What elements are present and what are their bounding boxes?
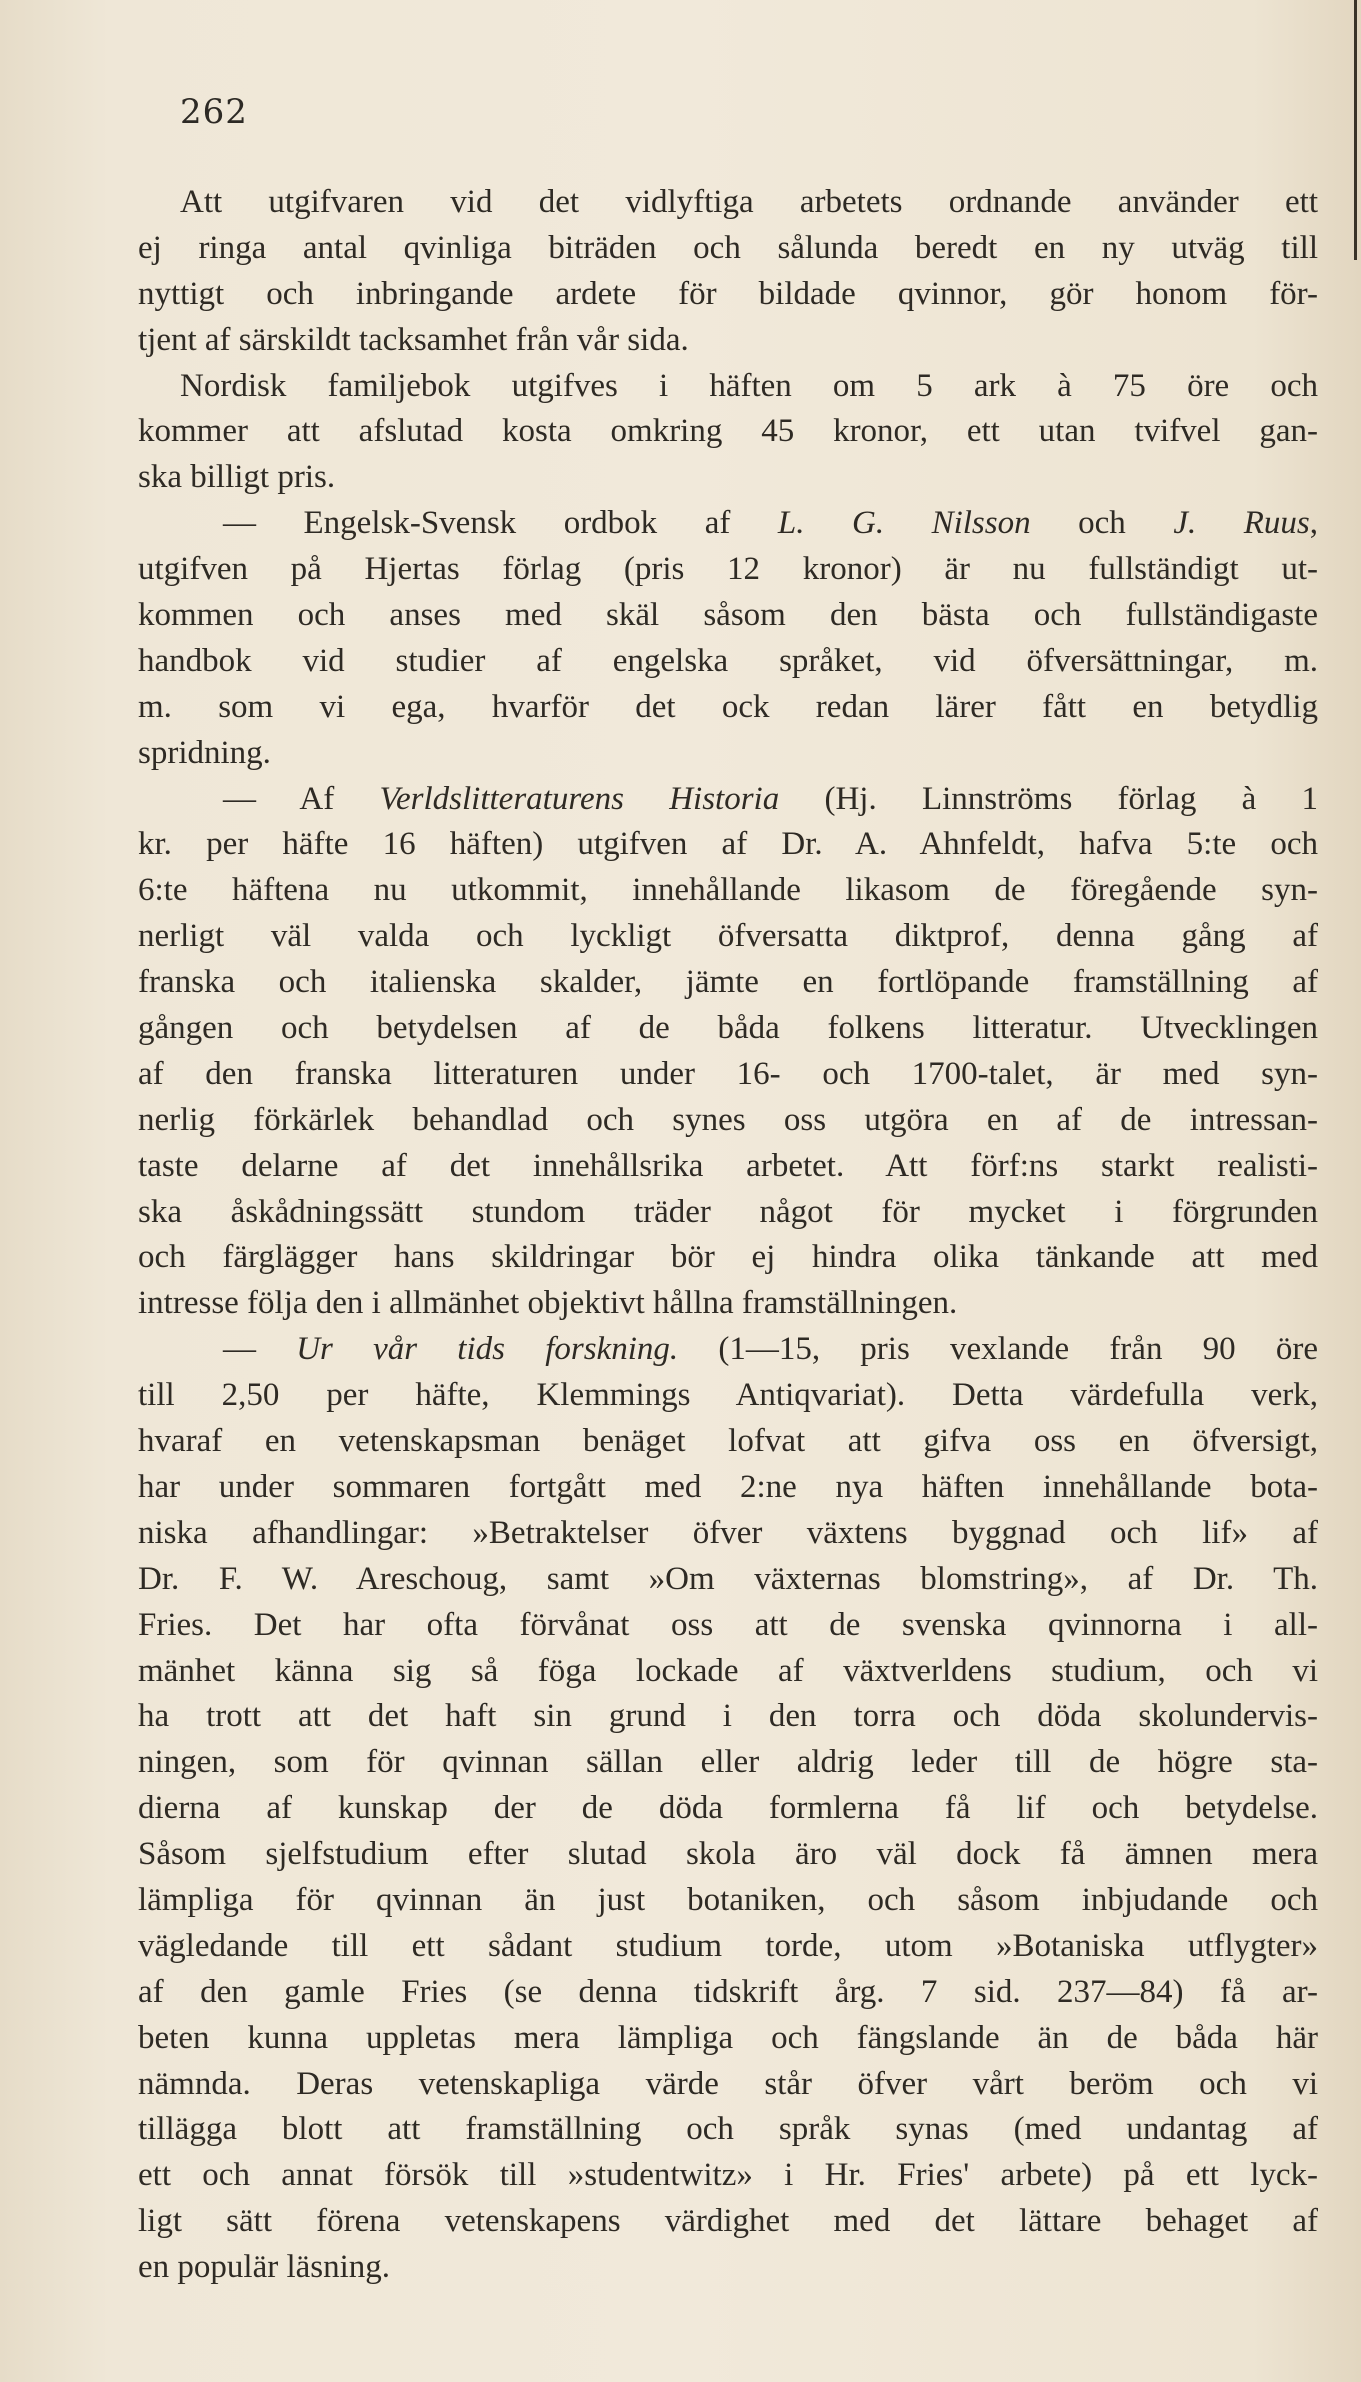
text-line: ett och annat försök till »studentwitz» i Hr. Fries' arbete) på ett lyck- (138, 2157, 1318, 2194)
text-span: och (1030, 505, 1174, 542)
page-edge-shadow (1354, 0, 1357, 260)
text-line: dierna af kunskap der de döda formlerna få lif och betydelse. (138, 1790, 1318, 1827)
text-line: kr. per häfte 16 häften) utgifven af Dr. A. Ahnfeldt, hafva 5:te och (138, 826, 1318, 863)
text-line: af den gamle Fries (se denna tidskrift årg. 7 sid. 237—84) få ar- (138, 1973, 1318, 2010)
text-line: kommen och anses med skäl såsom den bästa och fullständigaste (138, 597, 1318, 634)
text-line: utgifven på Hjertas förlag (pris 12 kronor) är nu fullständigt ut- (138, 551, 1318, 588)
text-line: mänhet känna sig så föga lockade af växtverldens studium, och vi (138, 1652, 1318, 1689)
text-line (138, 777, 1318, 823)
text-line: ningen, som för qvinnan sällan eller aldrig leder till de högre sta- (138, 1744, 1318, 1781)
text-line: Fries. Det har ofta förvånat oss att de svenska qvinnorna i all- (138, 1606, 1318, 1643)
text-line: 6:te häftena nu utkommit, innehållande likasom de föregående syn- (138, 872, 1318, 909)
text-line: tjent af särskildt tacksamhet från vår sida. (138, 321, 689, 358)
text-line: af den franska litteraturen under 16- och 1700-talet, är med syn- (138, 1055, 1318, 1092)
text-line: ej ringa antal qvinliga biträden och sålunda beredt en ny utväg till (138, 229, 1318, 266)
text-line: vägledande till ett sådant studium torde, utom »Botaniska utflygter» (138, 1927, 1318, 1964)
text-line: nerlig förkärlek behandlad och synes oss utgöra en af de intressan- (138, 1101, 1318, 1138)
italic-title: Verldslitteraturens Historia (379, 780, 780, 817)
text-line: m. som vi ega, hvarför det ock redan lärer fått en betydlig (138, 688, 1318, 725)
page-number: 262 (180, 92, 248, 132)
text-line: gången och betydelsen af de båda folkens litteratur. Utvecklingen (138, 1010, 1318, 1047)
text-span: — Af (223, 780, 380, 817)
text-line: Nordisk familjebok utgifves i häften om 5 ark à 75 öre och (180, 367, 1318, 404)
text-line: ha trott att det haft sin grund i den torra och döda skolundervis- (138, 1698, 1318, 1735)
text-line: taste delarne af det innehållsrika arbetet. Att förf:ns starkt realisti- (138, 1147, 1318, 1184)
text-line: hvaraf en vetenskapsman benäget lofvat att gifva oss en öfversigt, (138, 1423, 1318, 1460)
text-line: intresse följa den i allmänhet objektivt hållna framställningen. (138, 1285, 958, 1322)
text-line: ska billigt pris. (138, 459, 336, 496)
text-span: (1—15, pris vexlande från 90 öre (678, 1331, 1318, 1368)
text-span: — Engelsk-Svensk ordbok af (223, 505, 778, 542)
text-line: niska afhandlingar: »Betraktelser öfver växtens byggnad och lif» af (138, 1514, 1318, 1551)
text-line (138, 1327, 1318, 1373)
text-line: nämnda. Deras vetenskapliga värde står öfver vårt beröm och vi (138, 2065, 1318, 2102)
text-line: Att utgifvaren vid det vidlyftiga arbetets ordnande använder ett (180, 184, 1318, 220)
text-line: tillägga blott att framställning och språk synas (med undantag af (138, 2111, 1318, 2148)
text-line (138, 501, 1318, 547)
italic-title: J. Ruus (1173, 505, 1310, 542)
text-line: handbok vid studier af engelska språket, vid öfversättningar, m. (138, 642, 1318, 679)
italic-title: Ur vår tids forskning. (296, 1331, 679, 1368)
text-span: (Hj. Linnströms förlag à 1 (779, 780, 1318, 817)
text-line: har under sommaren fortgått med 2:ne nya häften innehållande bota- (138, 1468, 1318, 1505)
italic-title: L. G. Nilsson (777, 505, 1031, 542)
text-line: en populär läsning. (138, 2249, 391, 2286)
text-line: franska och italienska skalder, jämte en fortlöpande framställning af (138, 964, 1318, 1001)
text-line: kommer att afslutad kosta omkring 45 kronor, ett utan tvifvel gan- (138, 413, 1318, 450)
text-line: Såsom sjelfstudium efter slutad skola äro väl dock få ämnen mera (138, 1836, 1318, 1873)
text-line: ligt sätt förena vetenskapens värdighet med det lättare behaget af (138, 2203, 1318, 2240)
text-line: Dr. F. W. Areschoug, samt »Om växternas blomstring», af Dr. Th. (138, 1560, 1318, 1597)
text-line: beten kunna uppletas mera lämpliga och fängslande än de båda här (138, 2019, 1318, 2056)
text-span: — (223, 1331, 297, 1368)
body-text (138, 180, 1318, 2291)
text-line: spridning. (138, 734, 271, 771)
text-line: och färglägger hans skildringar bör ej hindra olika tänkande att med (138, 1239, 1318, 1276)
text-span: , (1309, 505, 1318, 542)
text-line: ska åskådningssätt stundom träder något för mycket i förgrunden (138, 1193, 1318, 1230)
text-line: nyttigt och inbringande ardete för bildade qvinnor, gör honom för- (138, 275, 1318, 312)
text-line: lämpliga för qvinnan än just botaniken, och såsom inbjudande och (138, 1881, 1318, 1918)
text-line: nerligt väl valda och lyckligt öfversatta diktprof, denna gång af (138, 918, 1318, 955)
text-line: till 2,50 per häfte, Klemmings Antiqvariat). Detta värdefulla verk, (138, 1377, 1318, 1414)
